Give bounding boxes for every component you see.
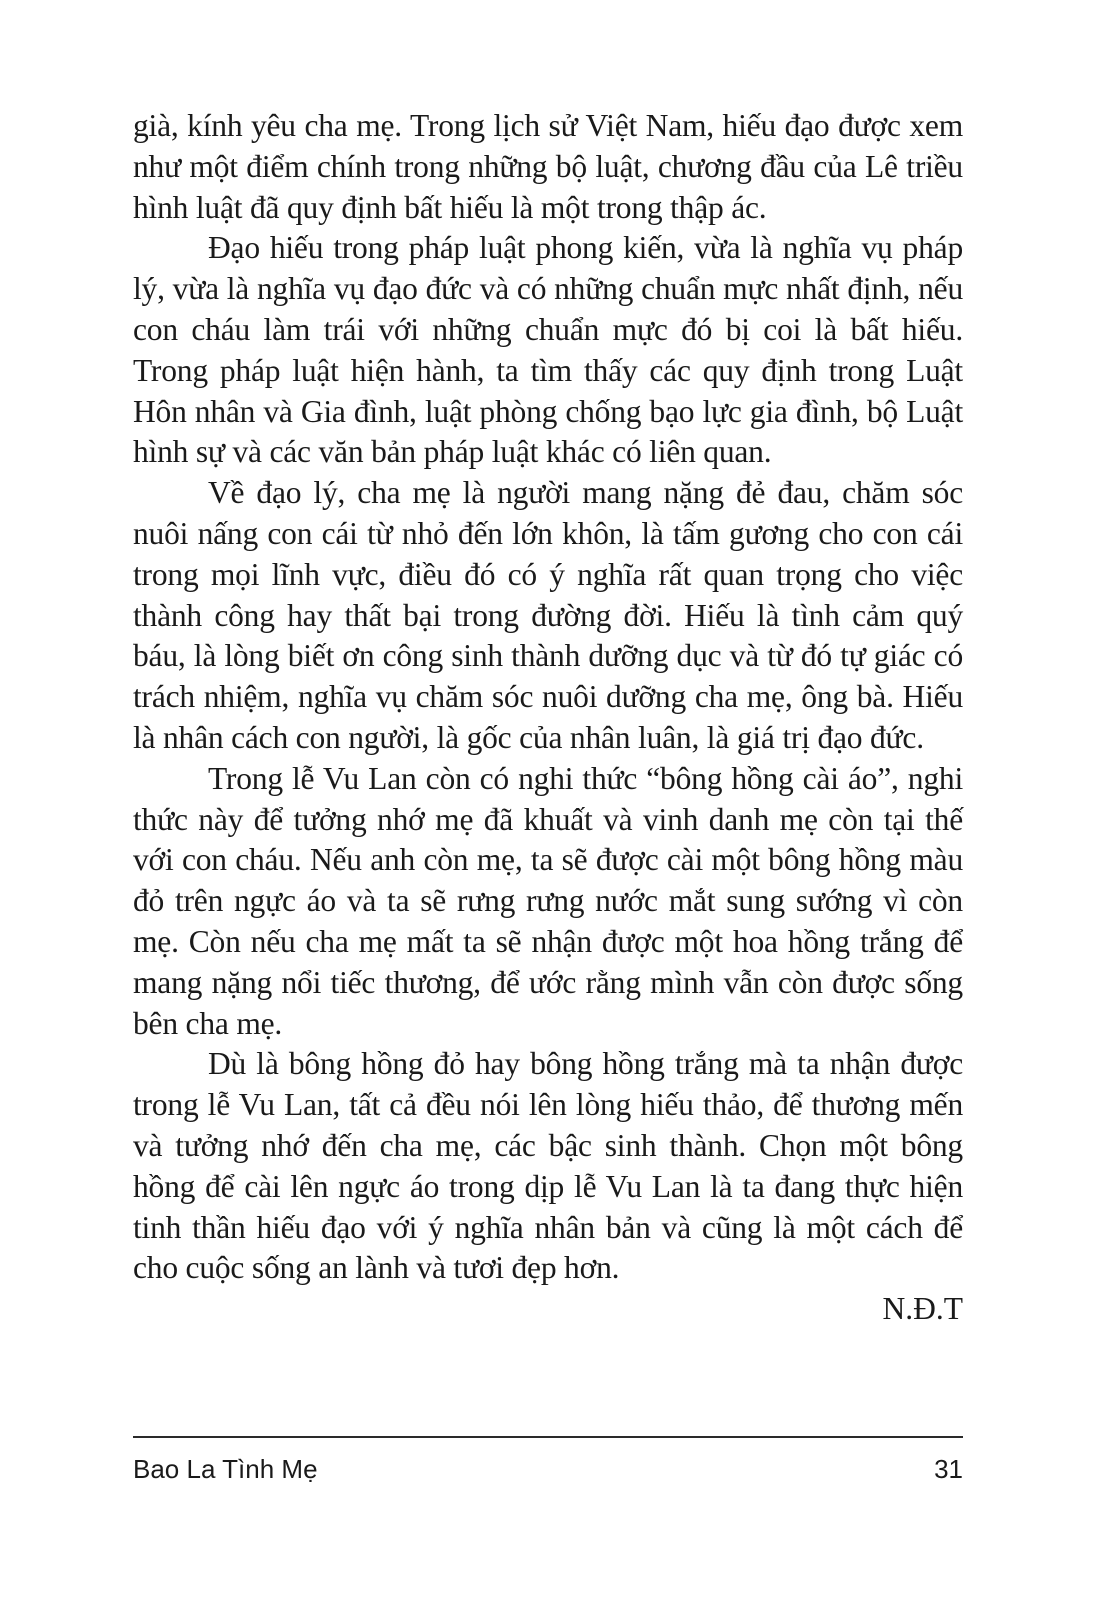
author-signature: N.Đ.T: [882, 1291, 963, 1327]
page-body: [133, 106, 963, 1330]
footer-book-title: Bao La Tình Mẹ: [133, 1454, 318, 1484]
page-footer: [133, 1452, 963, 1486]
paragraph-continuation: già, kính yêu cha mẹ. Trong lịch sử Việt Nam, hiếu đạo được xem như một điểm chính trong những bộ luật, chương đầu của Lê triều hình luật đã quy định bất hiếu là một trong thập ác.: [133, 108, 963, 225]
paragraph-conclusion: Dù là bông hồng đỏ hay bông hồng trắng mà ta nhận được trong lễ Vu Lan, tất cả đều nói lên lòng hiếu thảo, để thương mến và tưởng nhớ đến cha mẹ, các bậc sinh thành. Chọn một bông hồng để cài lên ngực áo trong dịp lễ Vu Lan là ta đang thực hiện tinh thần hiếu đạo với ý nghĩa nhân bản và cũng là một cách để cho cuộc sống an lành và tươi đẹp hơn.: [133, 1046, 963, 1286]
footer-divider: [133, 1436, 963, 1438]
footer-page-number: 31: [934, 1454, 963, 1484]
paragraph-rose-ceremony: Trong lễ Vu Lan còn có nghi thức “bông hồng cài áo”, nghi thức này để tưởng nhớ mẹ đã khuất và vinh danh mẹ còn tại thế với con cháu. Nếu anh còn mẹ, ta sẽ được cài một bông hồng màu đỏ trên ngực áo và ta sẽ rưng rưng nước mắt sung sướng vì còn mẹ. Còn nếu cha mẹ mất ta sẽ nhận được một hoa hồng trắng để mang nặng nổi tiếc thương, để ước rằng mình vẫn còn được sống bên cha mẹ.: [133, 760, 963, 1041]
paragraph-moral-filial-piety: Về đạo lý, cha mẹ là người mang nặng đẻ đau, chăm sóc nuôi nấng con cái từ nhỏ đến lớn khôn, là tấm gương cho con cái trong mọi lĩnh vực, điều đó có ý nghĩa rất quan trọng cho việc thành công hay thất bại trong đường đời. Hiếu là tình cảm quý báu, là lòng biết ơn công sinh thành dưỡng dục và từ đó tự giác có trách nhiệm, nghĩa vụ chăm sóc nuôi dưỡng cha mẹ, ông bà. Hiếu là nhân cách con người, là gốc của nhân luân, là giá trị đạo đức.: [133, 475, 963, 755]
paragraph-legal-filial-piety: Đạo hiếu trong pháp luật phong kiến, vừa là nghĩa vụ pháp lý, vừa là nghĩa vụ đạo đức và có những chuẩn mực nhất định, nếu con cháu làm trái với những chuẩn mực đó bị coi là bất hiếu. Trong pháp luật hiện hành, ta tìm thấy các quy định trong Luật Hôn nhân và Gia đình, luật phòng chống bạo lực gia đình, bộ Luật hình sự và các văn bản pháp luật khác có liên quan.: [133, 230, 963, 470]
